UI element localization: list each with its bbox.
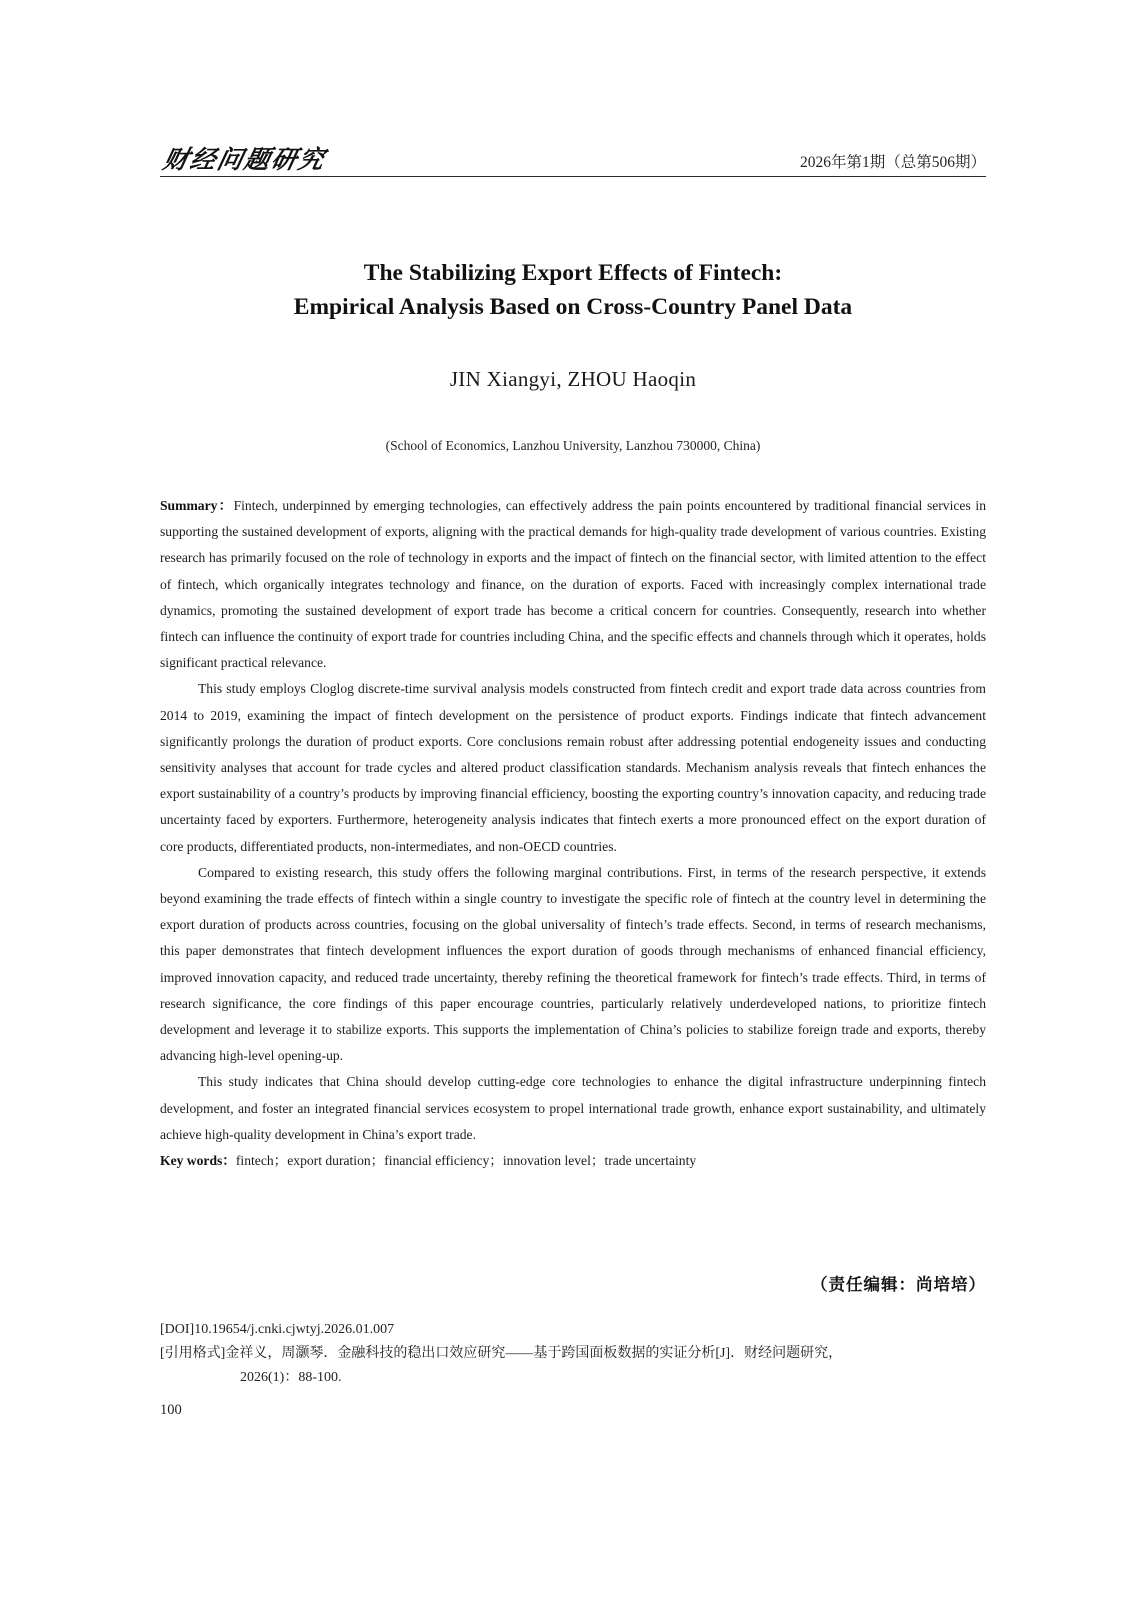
citation-format-line: [引用格式]金祥义，周灏琴．金融科技的稳出口效应研究——基于跨国面板数据的实证分析[J]．财经问题研究，	[160, 1346, 843, 1361]
affiliation: (School of Economics, Lanzhou University, Lanzhou 730000, China)	[385, 438, 761, 453]
doi-line: [DOI]10.19654/j.cnki.cjwtyj.2026.01.007	[160, 1322, 395, 1337]
summary-paragraph-4: This study indicates that China should develop cutting-edge core technologies to enhance the digital infrastructure underpinning fintech development, and foster an integrated financial services ecosystem to propel international trade growth, enhance export sustainability, and ultimately achieve high-quality development in China’s export trade.	[160, 1074, 986, 1142]
paper-title-line-1: The Stabilizing Export Effects of Fintech:	[363, 260, 783, 286]
responsible-editor: （责任编辑：尚培培）	[811, 1275, 986, 1294]
keywords-text: fintech；export duration；financial efficiency；innovation level；trade uncertainty	[235, 1153, 697, 1169]
summary-paragraph-2: This study employs Cloglog discrete-time survival analysis models constructed from fintech credit and export trade data across countries from 2014 to 2019, examining the impact of fintech development on the persistence of product exports. Findings indicate that fintech advancement significantly prolongs the duration of product exports. Core conclusions remain robust after addressing potential endogeneity issues and conducting sensitivity analyses that account for trade cycles and altered product classification standards. Mechanism analysis reveals that fintech enhances the export sustainability of a country’s products by improving financial efficiency, boosting the exporting country’s innovation capacity, and reducing trade uncertainty faced by exporters. Furthermore, heterogeneity analysis indicates that fintech exerts a more pronounced effect on the export duration of core products, differentiated products, non-intermediates, and non-OECD countries.	[160, 681, 986, 854]
summary-paragraph-1-text: Fintech, underpinned by emerging technologies, can effectively address the pain points encountered by traditional financial services in supporting the sustained development of exports, aligning with the practical demands for high-quality trade development of various countries. Existing research has primarily focused on the role of technology in exports and the impact of fintech on the financial sector, with limited attention to the effect of fintech, which organically integrates technology and finance, on the duration of exports. Faced with increasingly complex international trade dynamics, promoting the sustained development of export trade has become a critical concern for countries. Consequently, research into whether fintech can influence the continuity of export trade for countries including China, and the specific effects and channels through which it operates, holds significant practical relevance.	[160, 498, 986, 671]
keywords-label: Key words：	[160, 1153, 236, 1169]
authors: JIN Xiangyi, ZHOU Haoqin	[449, 367, 697, 391]
running-header	[160, 138, 986, 177]
issue-info: 2026年第1期（总第506期）	[799, 154, 986, 171]
citation-block	[160, 1318, 986, 1390]
paper-title-line-2: Empirical Analysis Based on Cross-Country Panel Data	[293, 294, 853, 320]
paper-title	[160, 256, 986, 324]
summary-label: Summary：	[160, 498, 234, 513]
keywords	[160, 1148, 986, 1174]
summary-paragraph-1	[160, 493, 986, 676]
summary-section	[160, 493, 986, 1174]
page-number: 100	[160, 1402, 182, 1418]
citation-format-continuation: 2026(1)：88-100.	[240, 1370, 342, 1385]
summary-paragraph-3: Compared to existing research, this study offers the following marginal contributions. First, in terms of the research perspective, it extends beyond examining the trade effects of fintech within a single country to investigate the specific role of fintech at the country level in determining the export duration of products across countries, focusing on the global universality of fintech’s trade effects. Second, in terms of research mechanisms, this paper demonstrates that fintech development influences the export duration of goods through mechanisms of enhanced financial efficiency, improved innovation capacity, and reduced trade uncertainty, thereby refining the theoretical framework for fintech’s trade effects. Third, in terms of research significance, the core findings of this paper encourage countries, particularly relatively underdeveloped nations, to prioritize fintech development and leverage it to stabilize exports. This supports the implementation of China’s policies to stabilize foreign trade and exports, thereby advancing high-level opening-up.	[160, 864, 986, 1064]
journal-logo: 财经问题研究	[160, 145, 329, 174]
